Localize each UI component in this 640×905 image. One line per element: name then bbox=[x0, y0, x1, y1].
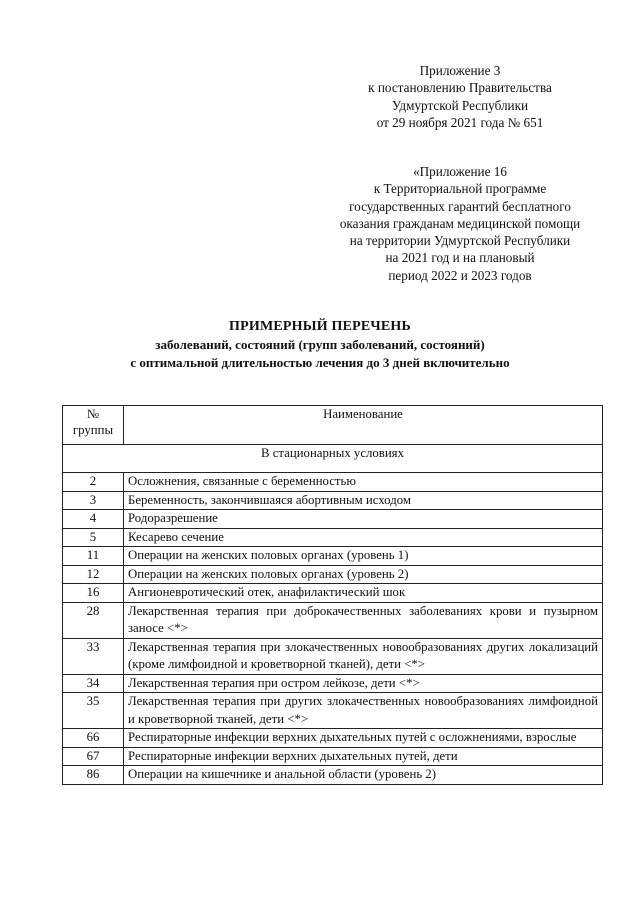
column-header-group-label: группы bbox=[72, 423, 114, 437]
group-number-cell: 12 bbox=[63, 565, 124, 584]
group-number-cell: 35 bbox=[63, 693, 124, 729]
section-row bbox=[63, 445, 603, 473]
group-name-cell: Операции на кишечнике и анальной области (уровень 2) bbox=[124, 766, 603, 785]
group-name-cell: Лекарственная терапия при злокачественных новообразованиях других локализаций (кроме лимфоидной и кроветворной тканей), дети <*> bbox=[124, 638, 603, 674]
table-row bbox=[63, 547, 603, 566]
title-main: ПРИМЕРНЫЙ ПЕРЕЧЕНЬ bbox=[229, 319, 411, 334]
appendix-3-line: Удмуртской Республики bbox=[391, 97, 529, 113]
appendix-16-line: на территории Удмуртской Республики bbox=[349, 233, 571, 249]
appendix-16-line: к Территориальной программе bbox=[373, 181, 547, 197]
group-number-cell: 4 bbox=[63, 510, 124, 529]
table-header-row bbox=[63, 406, 603, 445]
appendix-16-line: государственных гарантий бесплатного bbox=[349, 198, 571, 214]
group-number-cell: 3 bbox=[63, 491, 124, 510]
group-number-cell: 86 bbox=[63, 766, 124, 785]
column-header-number-sign: № bbox=[86, 407, 100, 421]
diseases-table bbox=[62, 405, 603, 785]
group-number-cell: 34 bbox=[63, 674, 124, 693]
appendix-16-header bbox=[300, 163, 620, 284]
group-number-cell: 28 bbox=[63, 602, 124, 638]
appendix-3-line: Приложение 3 bbox=[419, 63, 501, 78]
group-name-cell: Ангионевротический отек, анафилактический шок bbox=[124, 584, 603, 603]
group-name-cell: Респираторные инфекции верхних дыхательных путей, дети bbox=[124, 747, 603, 766]
table-row bbox=[63, 766, 603, 785]
table-row bbox=[63, 584, 603, 603]
group-number-cell: 66 bbox=[63, 729, 124, 748]
group-name-cell: Беременность, закончившаяся абортивным исходом bbox=[124, 491, 603, 510]
group-number-cell: 2 bbox=[63, 473, 124, 492]
column-header-name: Наименование bbox=[124, 406, 603, 445]
appendix-3-header bbox=[300, 62, 620, 131]
group-name-cell: Родоразрешение bbox=[124, 510, 603, 529]
section-title: В стационарных условиях bbox=[63, 445, 603, 473]
table-row bbox=[63, 747, 603, 766]
group-name-cell: Операции на женских половых органах (уровень 1) bbox=[124, 547, 603, 566]
table-row bbox=[63, 674, 603, 693]
group-name-cell: Кесарево сечение bbox=[124, 528, 603, 547]
appendix-3-line: от 29 ноября 2021 года № 651 bbox=[376, 114, 544, 130]
table-row bbox=[63, 565, 603, 584]
group-name-cell: Лекарственная терапия при остром лейкозе, дети <*> bbox=[124, 674, 603, 693]
title-subtitle: с оптимальной длительностью лечения до 3 дней включительно bbox=[130, 355, 510, 370]
appendix-16-line: на 2021 год и на плановый bbox=[385, 250, 535, 266]
table-row bbox=[63, 510, 603, 529]
document-title bbox=[0, 318, 640, 372]
table-row bbox=[63, 729, 603, 748]
group-number-cell: 11 bbox=[63, 547, 124, 566]
table-row bbox=[63, 491, 603, 510]
appendix-16-line: период 2022 и 2023 годов bbox=[388, 267, 532, 283]
appendix-3-line: к постановлению Правительства bbox=[368, 80, 552, 96]
table-row bbox=[63, 528, 603, 547]
column-header-group-number bbox=[63, 406, 124, 445]
group-number-cell: 5 bbox=[63, 528, 124, 547]
group-name-cell: Операции на женских половых органах (уровень 2) bbox=[124, 565, 603, 584]
appendix-16-line: оказания гражданам медицинской помощи bbox=[339, 215, 581, 231]
table-row bbox=[63, 602, 603, 638]
table-row bbox=[63, 638, 603, 674]
group-number-cell: 67 bbox=[63, 747, 124, 766]
group-name-cell: Осложнения, связанные с беременностью bbox=[124, 473, 603, 492]
title-subtitle: заболеваний, состояний (групп заболеваний, состояний) bbox=[155, 337, 485, 352]
table-row bbox=[63, 693, 603, 729]
group-name-cell: Лекарственная терапия при других злокачественных новообразованиях лимфоидной и кроветворной тканей, дети <*> bbox=[124, 693, 603, 729]
group-name-cell: Лекарственная терапия при доброкачественных заболеваниях крови и пузырном заносе <*> bbox=[124, 602, 603, 638]
group-name-cell: Респираторные инфекции верхних дыхательных путей с осложнениями, взрослые bbox=[124, 729, 603, 748]
table-row bbox=[63, 473, 603, 492]
appendix-16-line: «Приложение 16 bbox=[413, 164, 507, 179]
group-number-cell: 16 bbox=[63, 584, 124, 603]
group-number-cell: 33 bbox=[63, 638, 124, 674]
